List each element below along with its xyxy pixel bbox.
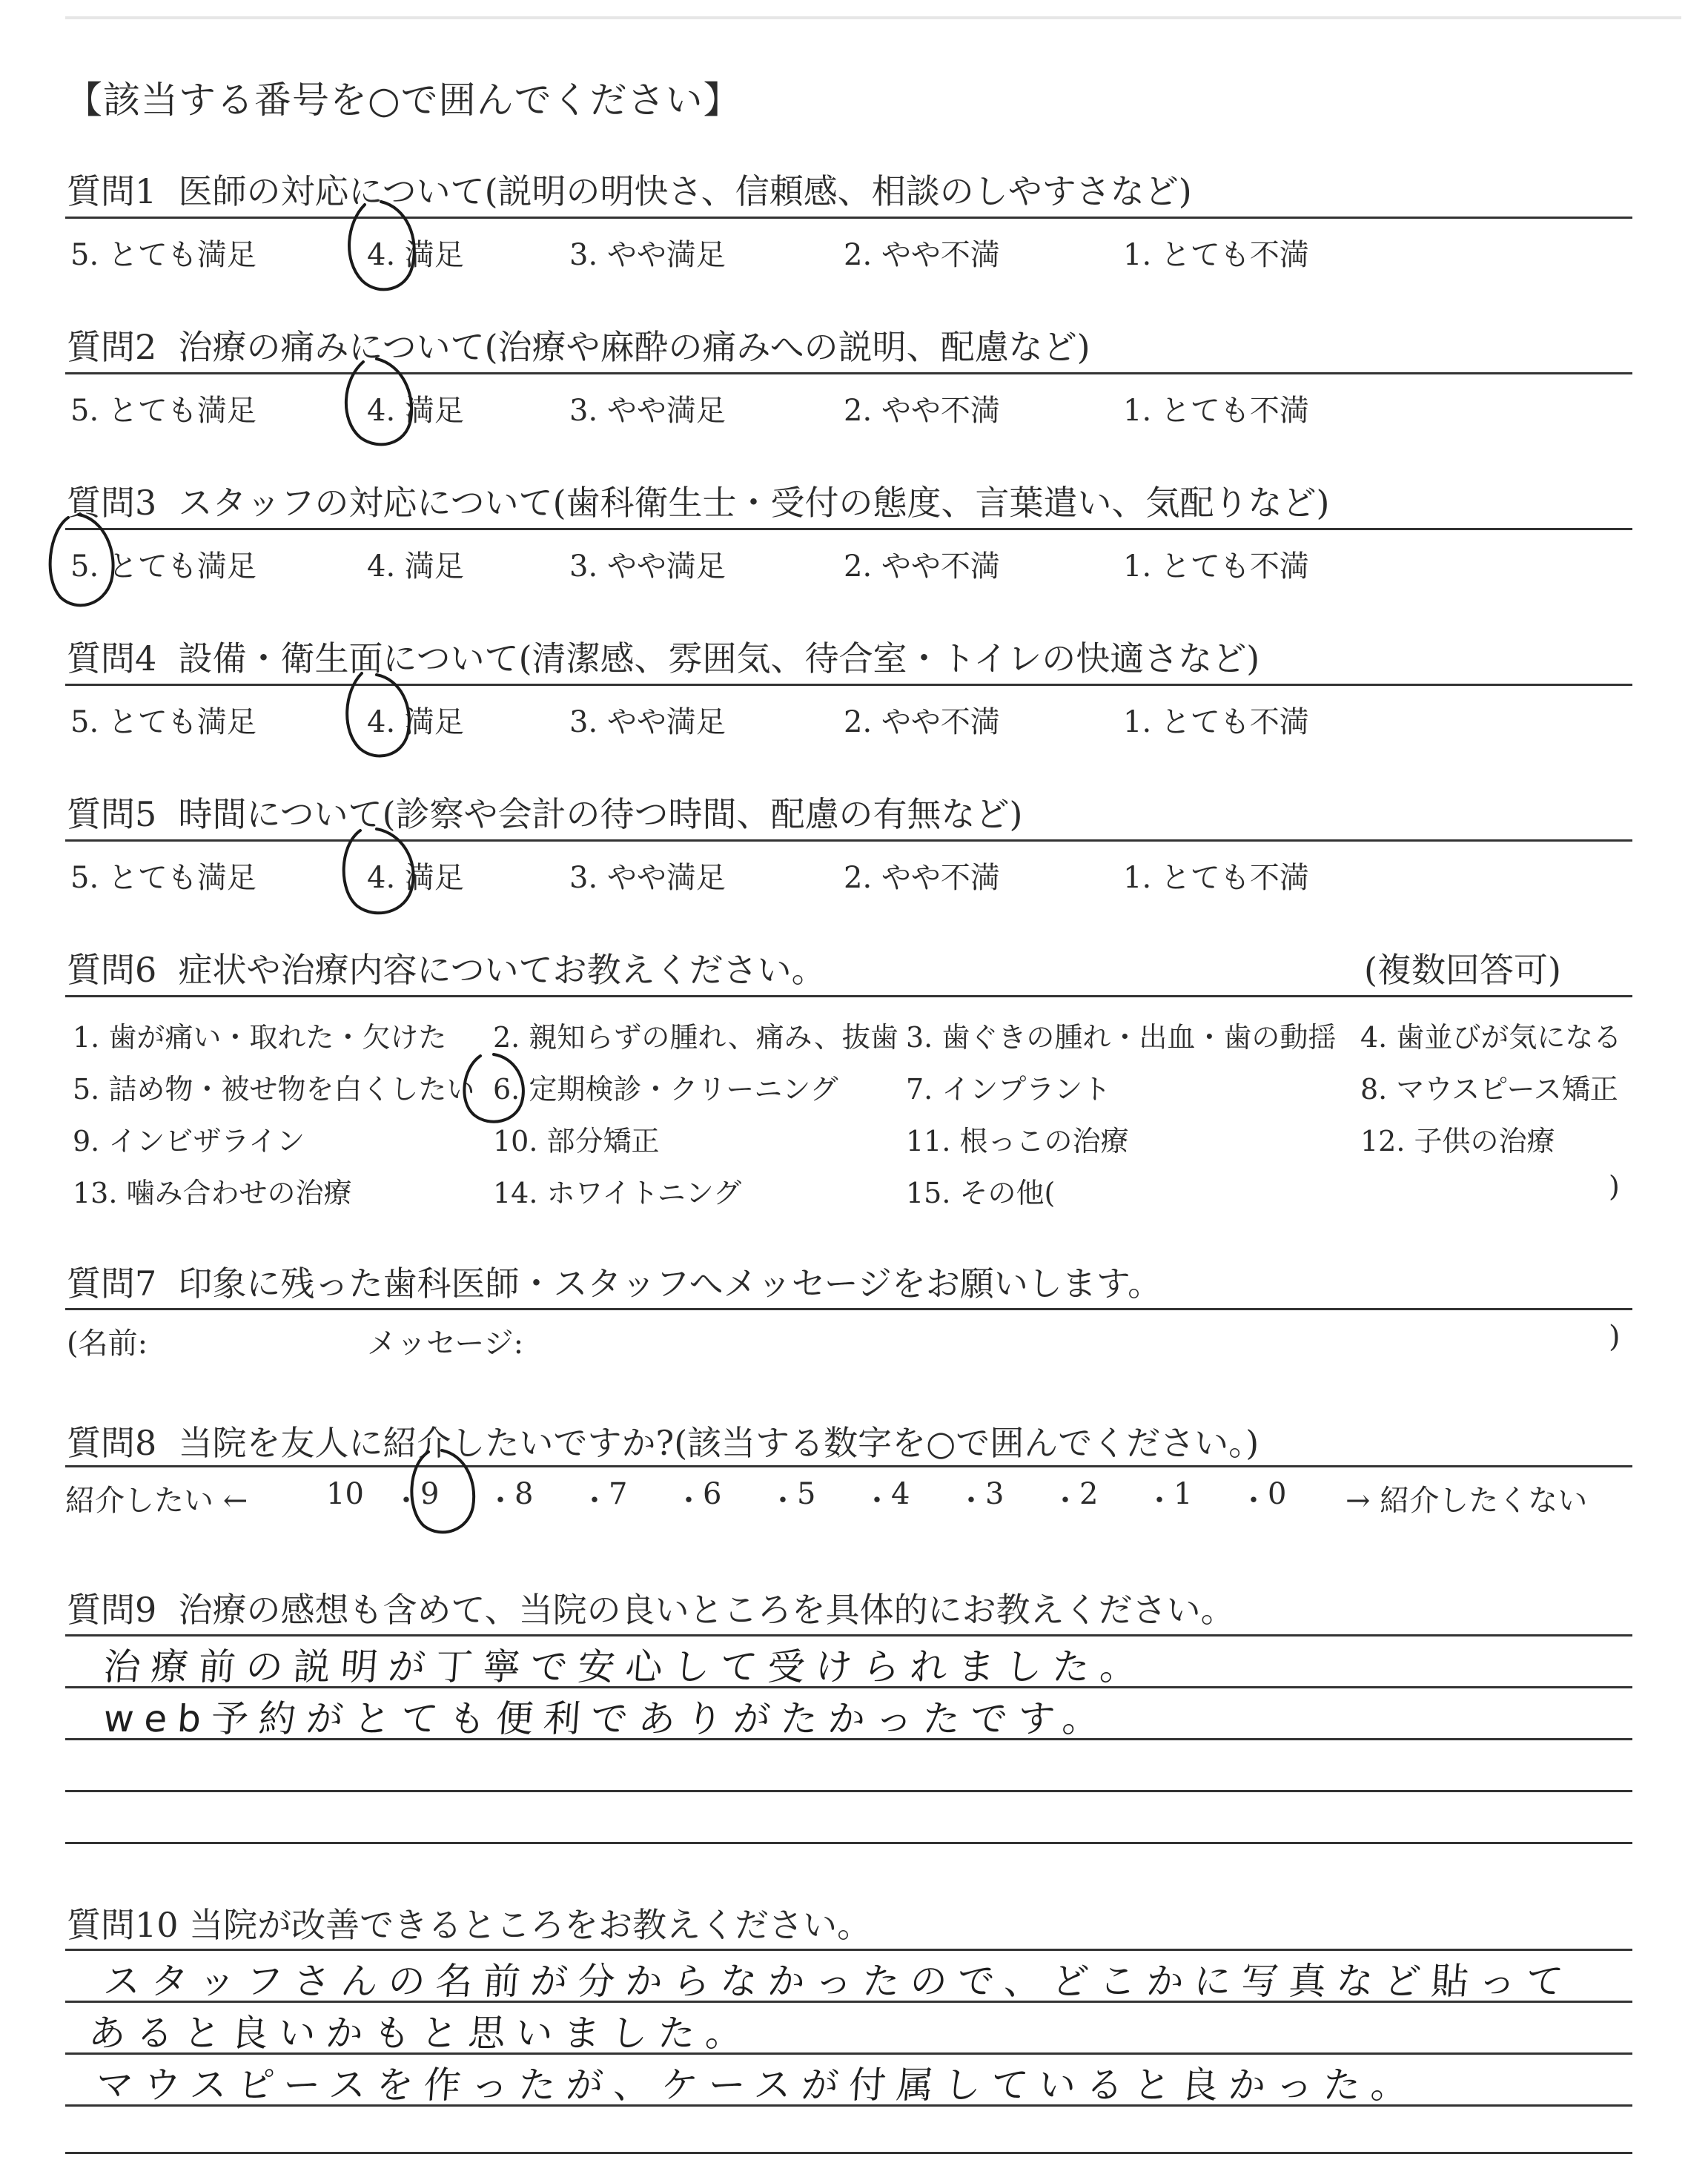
question-10-text: 当院が改善できるところをお教えください。	[189, 1905, 872, 1945]
q7-message-label: メッセージ:	[367, 1327, 524, 1361]
q6-option-2[interactable]: 2. 親知らずの腫れ、痛み、抜歯	[493, 1021, 898, 1054]
q1-option-3[interactable]: 3. やや満足	[569, 238, 726, 272]
q8-left-label: 紹介したい ←	[65, 1484, 248, 1518]
question-6-note: (複数回答可)	[1364, 950, 1561, 990]
q2-option-3[interactable]: 3. やや満足	[569, 394, 726, 428]
question-5-text: 時間について(診察や会計の待つ時間、配慮の有無など)	[178, 794, 1023, 834]
question-3-label: 質問3	[67, 483, 157, 523]
q3-option-1[interactable]: 1. とても不満	[1123, 549, 1309, 584]
q9-answer-line-1: 治療前の説明が丁寧で安心して受けられました。	[102, 1645, 1149, 1688]
question-7-label: 質問7	[67, 1264, 157, 1304]
q3-option-2[interactable]: 2. やや不満	[844, 549, 1000, 584]
q8-scale-8[interactable]: 8	[514, 1477, 534, 1511]
q7-close-paren: )	[1609, 1320, 1621, 1354]
q8-scale-separator: ・	[956, 1484, 986, 1518]
q7-name-label: (名前:	[67, 1327, 148, 1361]
q8-scale-9[interactable]: 9	[420, 1477, 440, 1511]
question-6-label: 質問6	[67, 950, 157, 990]
q8-scale-4[interactable]: 4	[891, 1477, 910, 1511]
q8-scale-separator: ・	[1050, 1484, 1080, 1518]
q8-scale-separator: ・	[486, 1484, 515, 1518]
q6-option-3[interactable]: 3. 歯ぐきの腫れ・出血・歯の動揺	[906, 1021, 1337, 1054]
q6-option-12[interactable]: 12. 子供の治療	[1360, 1125, 1555, 1157]
q8-scale-separator: ・	[580, 1484, 609, 1518]
q8-scale-6[interactable]: 6	[703, 1477, 722, 1511]
q8-scale-3[interactable]: 3	[985, 1477, 1004, 1511]
q6-option-15-close: )	[1609, 1170, 1620, 1203]
q2-option-5[interactable]: 5. とても満足	[70, 394, 256, 428]
q4-option-3[interactable]: 3. やや満足	[569, 705, 726, 739]
question-6-text: 症状や治療内容についてお教えください。	[178, 950, 826, 990]
q8-scale-10[interactable]: 10	[326, 1477, 364, 1511]
q9-answer-line-2: web予約がとても便利でありがたかったです。	[102, 1697, 1112, 1740]
q5-option-2[interactable]: 2. やや不満	[844, 861, 1000, 895]
q3-option-5[interactable]: 5. とても満足	[70, 549, 256, 584]
q8-scale-separator: ・	[391, 1484, 421, 1518]
q6-option-13[interactable]: 13. 噛み合わせの治療	[73, 1177, 352, 1209]
question-4-text: 設備・衛生面について(清潔感、雰囲気、待合室・トイレの快適さなど)	[178, 638, 1260, 678]
q1-option-4[interactable]: 4. 満足	[367, 238, 464, 272]
q6-option-14[interactable]: 14. ホワイトニング	[493, 1177, 742, 1209]
q6-option-9[interactable]: 9. インビザライン	[73, 1125, 305, 1157]
q2-option-1[interactable]: 1. とても不満	[1123, 394, 1309, 428]
q8-scale-5[interactable]: 5	[797, 1477, 816, 1511]
question-1-text: 医師の対応について(説明の明快さ、信頼感、相談のしやすさなど)	[178, 171, 1192, 211]
q8-scale-separator: ・	[862, 1484, 892, 1518]
question-8-label: 質問8	[67, 1423, 157, 1463]
question-5-label: 質問5	[67, 794, 157, 834]
q8-answer-circle	[411, 1450, 474, 1532]
q6-option-11[interactable]: 11. 根っこの治療	[906, 1125, 1129, 1157]
q4-answer-circle	[347, 673, 409, 756]
question-4-label: 質問4	[67, 638, 157, 678]
q8-scale-separator: ・	[768, 1484, 798, 1518]
q8-scale-0[interactable]: 0	[1268, 1477, 1287, 1511]
q5-option-5[interactable]: 5. とても満足	[70, 861, 256, 895]
q4-option-2[interactable]: 2. やや不満	[844, 705, 1000, 739]
q6-answer-circle	[464, 1054, 523, 1122]
q8-scale-2[interactable]: 2	[1079, 1477, 1099, 1511]
q8-scale-separator: ・	[1239, 1484, 1268, 1518]
q6-option-5[interactable]: 5. 詰め物・被せ物を白くしたい	[73, 1073, 475, 1106]
question-1-label: 質問1	[67, 171, 157, 211]
q4-option-4[interactable]: 4. 満足	[367, 705, 464, 739]
q3-option-3[interactable]: 3. やや満足	[569, 549, 726, 584]
question-10-label: 質問10	[67, 1905, 179, 1945]
question-3-text: スタッフの対応について(歯科衛生士・受付の態度、言葉遣い、気配りなど)	[178, 483, 1330, 523]
q1-answer-circle	[349, 202, 414, 289]
q10-answer-line-2: あると良いかもと思いました。	[87, 2012, 755, 2055]
q5-option-4[interactable]: 4. 満足	[367, 861, 464, 895]
q3-answer-circle	[50, 515, 113, 605]
q10-answer-line-1: スタッフさんの名前が分からなかったので、どこかに写真など貼って	[102, 1960, 1575, 2003]
question-9-label: 質問9	[67, 1590, 157, 1630]
q3-option-4[interactable]: 4. 満足	[367, 549, 464, 584]
q4-option-5[interactable]: 5. とても満足	[70, 705, 256, 739]
q8-scale-separator: ・	[1145, 1484, 1174, 1518]
q10-answer-line-3: マウスピースを作ったが、ケースが付属していると良かった。	[94, 2064, 1420, 2107]
question-9-text: 治療の感想も含めて、当院の良いところを具体的にお教えください。	[178, 1590, 1235, 1630]
q5-option-1[interactable]: 1. とても不満	[1123, 861, 1309, 895]
question-8-text: 当院を友人に紹介したいですか?(該当する数字を○で囲んでください。)	[178, 1423, 1260, 1463]
q5-answer-circle	[344, 829, 414, 913]
q8-scale-7[interactable]: 7	[609, 1477, 628, 1511]
q2-option-4[interactable]: 4. 満足	[367, 394, 464, 428]
q1-option-1[interactable]: 1. とても不満	[1123, 238, 1309, 272]
q8-right-label: → 紹介したくない	[1345, 1484, 1588, 1518]
q6-option-1[interactable]: 1. 歯が痛い・取れた・欠けた	[73, 1021, 447, 1054]
q8-scale-1[interactable]: 1	[1174, 1477, 1193, 1511]
page-heading: 【該当する番号を○で囲んでください】	[65, 79, 741, 122]
q8-scale-separator: ・	[674, 1484, 704, 1518]
q5-option-3[interactable]: 3. やや満足	[569, 861, 726, 895]
q6-option-4[interactable]: 4. 歯並びが気になる	[1360, 1021, 1622, 1054]
question-7-text: 印象に残った歯科医師・スタッフへメッセージをお願いします。	[178, 1264, 1162, 1304]
q2-answer-circle	[346, 359, 411, 444]
q4-option-1[interactable]: 1. とても不満	[1123, 705, 1309, 739]
q1-option-5[interactable]: 5. とても満足	[70, 238, 256, 272]
question-2-text: 治療の痛みについて(治療や麻酔の痛みへの説明、配慮など)	[178, 327, 1090, 367]
question-2-label: 質問2	[67, 327, 157, 367]
q1-option-2[interactable]: 2. やや不満	[844, 238, 1000, 272]
q6-option-10[interactable]: 10. 部分矯正	[493, 1125, 660, 1157]
q6-option-8[interactable]: 8. マウスピース矯正	[1360, 1073, 1618, 1106]
q6-option-15[interactable]: 15. その他(	[906, 1177, 1056, 1209]
q6-option-6[interactable]: 6. 定期検診・クリーニング	[493, 1073, 838, 1106]
q2-option-2[interactable]: 2. やや不満	[844, 394, 1000, 428]
q6-option-7[interactable]: 7. インプラント	[906, 1073, 1111, 1106]
